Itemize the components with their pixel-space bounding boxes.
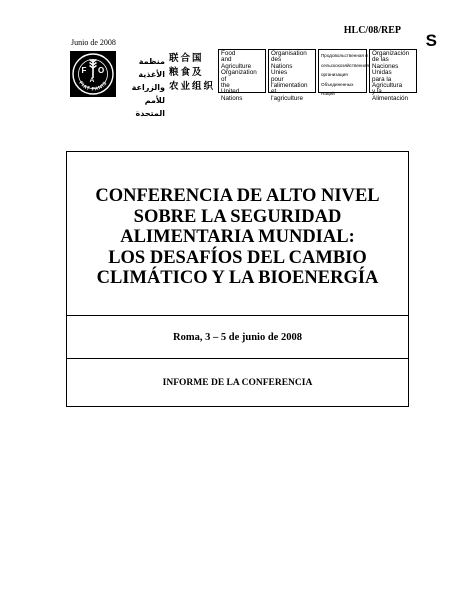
svg-text:F: F [81,66,87,75]
french-line: Organisation [271,50,307,57]
french-line: l'alimentation [271,82,308,90]
english-line: the [221,82,230,90]
spanish-line: y la [372,88,382,96]
org-name-russian [318,49,370,97]
spanish-line: Naciones [372,62,399,70]
spanish-line: Agricultura [372,82,403,90]
conference-box [66,151,409,407]
fao-emblem-icon [70,51,116,97]
report-type: INFORME DE LA CONFERENCIA [162,378,313,388]
russian-line: Продовольственная и [321,53,368,58]
chinese-line: 联合国 [169,53,204,64]
document-code: HLC/08/REP [343,25,401,36]
spanish-line: Organización [372,50,410,57]
title-line: CONFERENCIA DE ALTO NIVEL [95,186,380,207]
document-date: Junio de 2008 [71,38,116,47]
russian-line: организация [321,72,348,78]
english-line: Food [221,50,236,57]
french-line: des [271,56,282,64]
english-line: Organization [221,69,257,77]
venue-dates: Roma, 3 – 5 de junio de 2008 [173,331,302,343]
title-line: ALIMENTARIA MUNDIAL: [120,227,355,248]
english-line: United [221,88,240,96]
arabic-line: منظمة الأغذية [138,57,165,79]
english-line: of [221,75,227,83]
spanish-line: Unidas [372,69,392,77]
title-line: SOBRE LA SEGURIDAD [133,206,342,227]
org-name-arabic [121,55,165,120]
org-name-french [268,49,316,102]
language-code: S [425,31,437,50]
org-name-spanish [369,49,417,102]
org-name-chinese [169,52,216,94]
french-line: pour [271,75,284,83]
conference-title-area [67,152,408,315]
chinese-line: 粮食及 [169,67,204,78]
arabic-line: والزراعة [131,83,165,92]
title-line: CLIMÁTICO Y LA BIOENERGÍA [96,268,379,289]
english-line: and [221,56,232,64]
spanish-line: para la [372,75,392,83]
chinese-line: 农业组织 [169,81,216,92]
russian-line: Объединенных [321,81,354,87]
french-line: Unies [271,69,288,77]
spanish-line: de las [372,56,389,64]
svg-text:O: O [98,66,105,75]
org-name-english [218,49,266,102]
english-line: Nations [221,94,243,102]
title-line: LOS DESAFÍOS DEL CAMBIO [108,247,367,268]
french-line: l'agriculture [271,94,304,102]
svg-text:A: A [89,77,95,84]
french-line: et [271,88,277,96]
logo-motto: FIAT PANIS [77,80,109,93]
english-line: Agriculture [221,62,252,70]
arabic-line: للأمم المتحدة [135,96,165,118]
french-line: Nations [271,62,293,70]
conference-title [95,178,379,289]
spanish-line: Alimentación [372,94,409,102]
russian-line: сельскохозяйственная [321,62,370,68]
russian-line: Наций [321,91,335,97]
